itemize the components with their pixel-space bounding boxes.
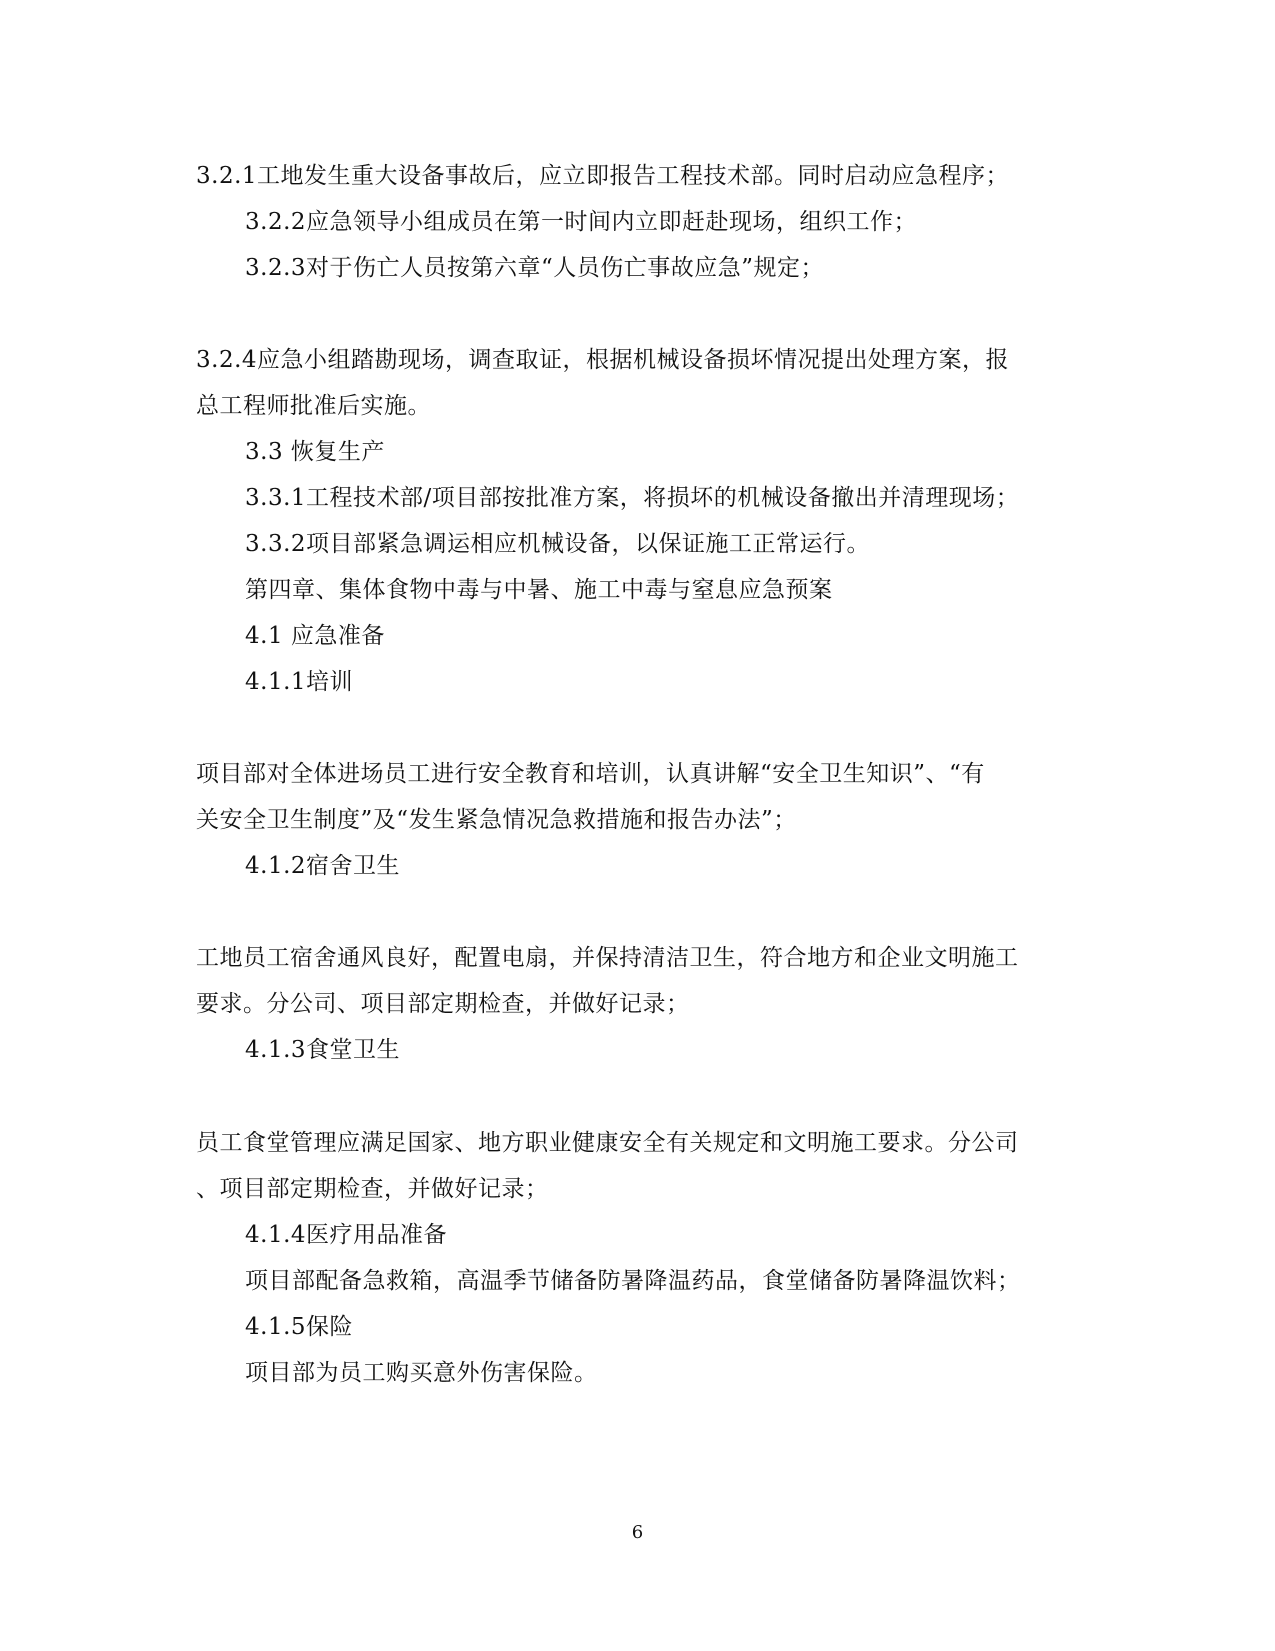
text-line: 工地员工宿舍通风良好，配置电扇，并保持清洁卫生，符合地方和企业文明施工 — [196, 945, 1019, 971]
text-line: 3.2.2应急领导小组成员在第一时间内立即赶赴现场，组织工作； — [245, 209, 918, 235]
subsection-heading: 4.1.5保险 — [245, 1314, 354, 1340]
section-heading: 3.3 恢复生产 — [245, 439, 385, 465]
text-line: 、项目部定期检查，并做好记录； — [196, 1176, 549, 1202]
text-line: 要求。分公司、项目部定期检查，并做好记录； — [196, 991, 690, 1017]
text-line: 总工程师批准后实施。 — [196, 393, 431, 419]
text-line: 3.3.2项目部紧急调运相应机械设备，以保证施工正常运行。 — [245, 531, 871, 557]
text-line: 3.3.1工程技术部/项目部按批准方案，将损坏的机械设备撤出并清理现场； — [245, 485, 1020, 511]
subsection-heading: 4.1.4医疗用品准备 — [245, 1222, 448, 1248]
subsection-heading: 4.1.2宿舍卫生 — [245, 853, 401, 879]
text-line: 关安全卫生制度”及“发生紧急情况急救措施和报告办法”； — [196, 807, 797, 833]
text-line: 项目部为员工购买意外伤害保险。 — [245, 1360, 598, 1386]
subsection-heading: 4.1.1培训 — [245, 669, 354, 695]
text-line: 项目部配备急救箱，高温季节储备防暑降温药品，食堂储备防暑降温饮料； — [245, 1268, 1021, 1294]
text-line: 3.2.1工地发生重大设备事故后，应立即报告工程技术部。同时启动应急程序； — [196, 163, 1010, 189]
text-line: 3.2.3对于伤亡人员按第六章“人员伤亡事故应急”规定； — [245, 255, 825, 281]
subsection-heading: 4.1.3食堂卫生 — [245, 1037, 401, 1063]
text-line: 3.2.4应急小组踏勘现场，调查取证，根据机械设备损坏情况提出处理方案，报 — [196, 347, 1010, 373]
text-line: 员工食堂管理应满足国家、地方职业健康安全有关规定和文明施工要求。分公司 — [196, 1130, 1019, 1156]
page-number: 6 — [631, 1522, 644, 1543]
section-heading: 4.1 应急准备 — [245, 623, 385, 649]
chapter-heading: 第四章、集体食物中毒与中暑、施工中毒与窒息应急预案 — [245, 577, 833, 603]
text-line: 项目部对全体进场员工进行安全教育和培训，认真讲解“安全卫生知识”、“有 — [196, 761, 985, 787]
